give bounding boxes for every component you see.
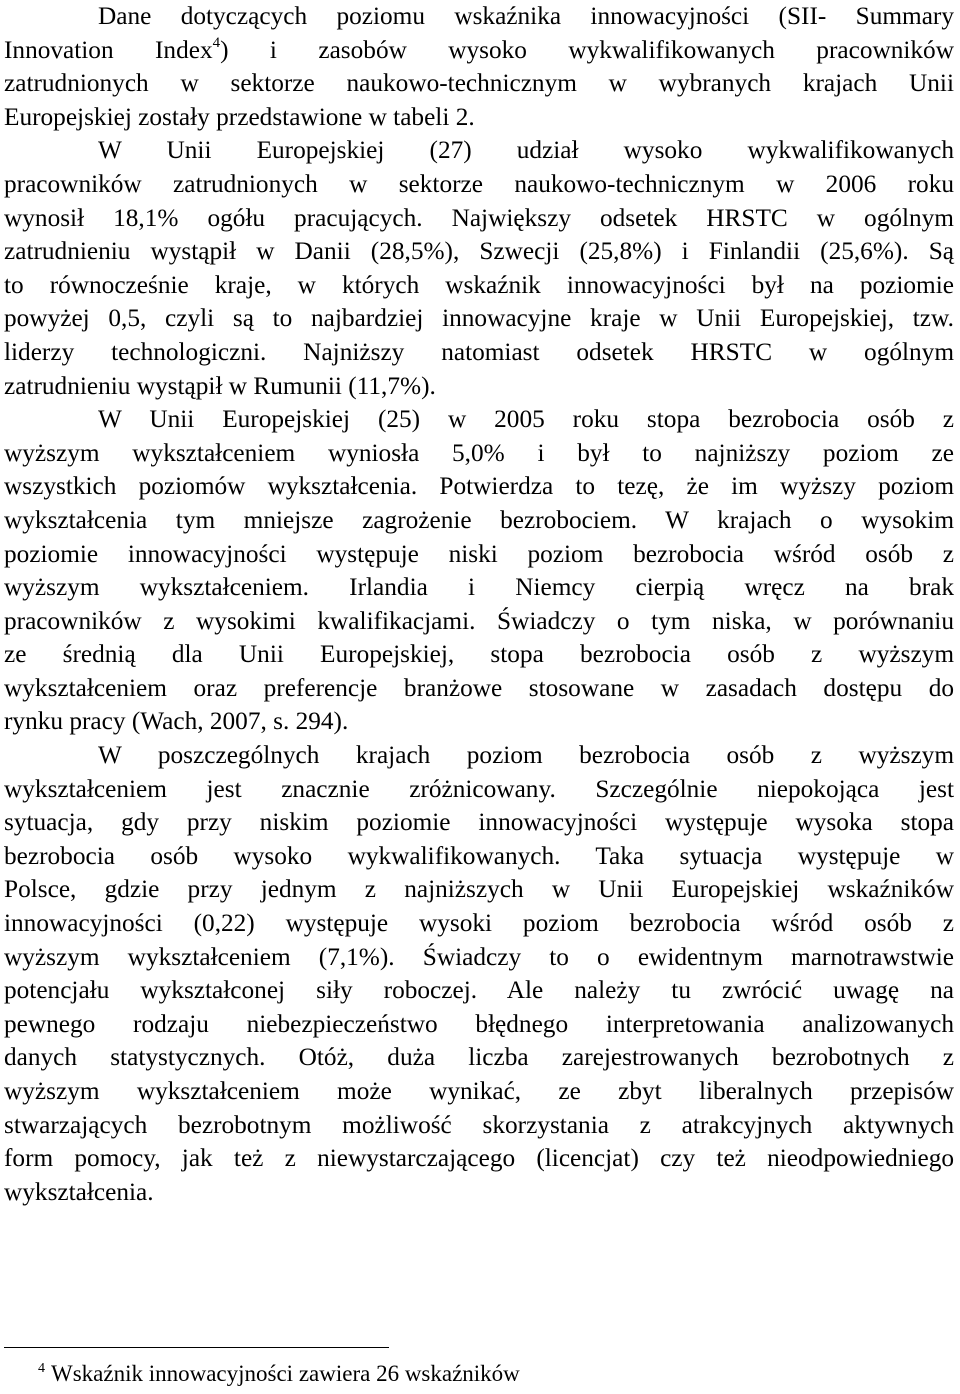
- text-line: wyższym wykształceniem (7,1%). Świadczy to o ewidentnym marnotrawstwie: [4, 942, 954, 971]
- text-line: wyższym wykształceniem. Irlandia i Niemcy cierpią wręcz na brak: [4, 573, 954, 602]
- text-line: Dane dotyczących poziomu wskaźnika innowacyjności (SII- Summary: [98, 2, 954, 30]
- footnote-reference: 4: [212, 34, 221, 51]
- document-body: [4, 0, 954, 1209]
- text-line: W poszczególnych krajach poziom bezrobocia osób z wyższym: [98, 741, 954, 770]
- footnote-text: Wskaźnik innowacyjności zawiera 26 wskaźników: [51, 1361, 520, 1386]
- text-line: wykształceniem jest znacznie zróżnicowany. Szczególnie niepokojąca jest: [4, 774, 954, 803]
- footnote-divider: [4, 1347, 389, 1348]
- paragraph-3: [4, 403, 954, 739]
- text-line: sytuacja, gdy przy niskim poziomie innowacyjności występuje wysoka stopa: [4, 808, 954, 837]
- text-line: danych statystycznych. Otóż, duża liczba zarejestrowanych bezrobotnych z: [4, 1043, 954, 1072]
- text-line: ze średnią dla Unii Europejskiej, stopa bezrobocia osób z wyższym: [4, 640, 954, 669]
- text-line: W Unii Europejskiej (27) udział wysoko wykwalifikowanych: [98, 136, 954, 165]
- paragraph-1: [4, 0, 954, 134]
- text-line: bezrobocia osób wysoko wykwalifikowanych. Taka sytuacja występuje w: [4, 841, 954, 870]
- text-line: to równocześnie kraje, w których wskaźnik innowacyjności był na poziomie: [4, 270, 954, 299]
- footnote-number: 4: [38, 1361, 45, 1376]
- footnote: [38, 1360, 520, 1388]
- text-line: Europejskiej zostały przedstawione w tabeli 2.: [4, 102, 475, 131]
- text-line: Polsce, gdzie przy jednym z najniższych w Unii Europejskiej wskaźników: [4, 875, 954, 904]
- paragraph-2: [4, 134, 954, 403]
- text-line: wykształcenia.: [4, 1177, 154, 1206]
- text-line: powyżej 0,5, czyli są to najbardziej innowacyjne kraje w Unii Europejskiej, tzw.: [4, 304, 954, 333]
- text-line: wyższym wykształceniem może wynikać, ze zbyt liberalnych przepisów: [4, 1077, 954, 1105]
- text-line: zatrudnieniu wystąpił w Danii (28,5%), Szwecji (25,8%) i Finlandii (25,6%). Są: [4, 237, 954, 266]
- text-line: zatrudnionych w sektorze naukowo-technicznym w wybranych krajach Unii: [4, 69, 954, 98]
- text-line: wynosił 18,1% ogółu pracujących. Największy odsetek HRSTC w ogólnym: [4, 203, 954, 232]
- text-line: Innovation Index$^4$) i zasobów wysoko wykwalifikowanych pracowników: [4, 34, 954, 64]
- text-line: zatrudnieniu wystąpił w Rumunii (11,7%).: [4, 371, 436, 400]
- text-line: liderzy technologiczni. Najniższy natomiast odsetek HRSTC w ogólnym: [4, 337, 954, 366]
- text-line: wszystkich poziomów wykształcenia. Potwierdza to tezę, że im wyższy poziom: [4, 472, 954, 501]
- document-page: [4, 0, 954, 1209]
- text-line: innowacyjności (0,22) występuje wysoki poziom bezrobocia wśród osób z: [4, 909, 954, 938]
- text-line: form pomocy, jak też z niewystarczającego (licencjat) czy też nieodpowiedniego: [4, 1144, 954, 1173]
- text-line: stwarzających bezrobotnym możliwość skorzystania z atrakcyjnych aktywnych: [4, 1110, 954, 1139]
- text-line: pracowników zatrudnionych w sektorze naukowo-technicznym w 2006 roku: [4, 169, 954, 198]
- text-line: wyższym wykształceniem wyniosła 5,0% i był to najniższy poziom ze: [4, 438, 954, 467]
- text-line: pracowników z wysokimi kwalifikacjami. Świadczy o tym niska, w porównaniu: [4, 606, 954, 635]
- text-line: wykształcenia tym mniejsze zagrożenie bezrobociem. W krajach o wysokim: [4, 505, 954, 534]
- text-line: W Unii Europejskiej (25) w 2005 roku stopa bezrobocia osób z: [98, 405, 954, 434]
- text-line: rynku pracy (Wach, 2007, s. 294).: [4, 707, 349, 736]
- text-line: wykształceniem oraz preferencje branżowe stosowane w zasadach dostępu do: [4, 673, 954, 702]
- text-line: poziomie innowacyjności występuje niski poziom bezrobocia wśród osób z: [4, 539, 954, 568]
- text-line: pewnego rodzaju niebezpieczeństwo błędnego interpretowania analizowanych: [4, 1009, 954, 1038]
- text-line: potencjału wykształconej siły roboczej. Ale należy tu zwrócić uwagę na: [4, 976, 954, 1005]
- paragraph-4: [4, 739, 954, 1209]
